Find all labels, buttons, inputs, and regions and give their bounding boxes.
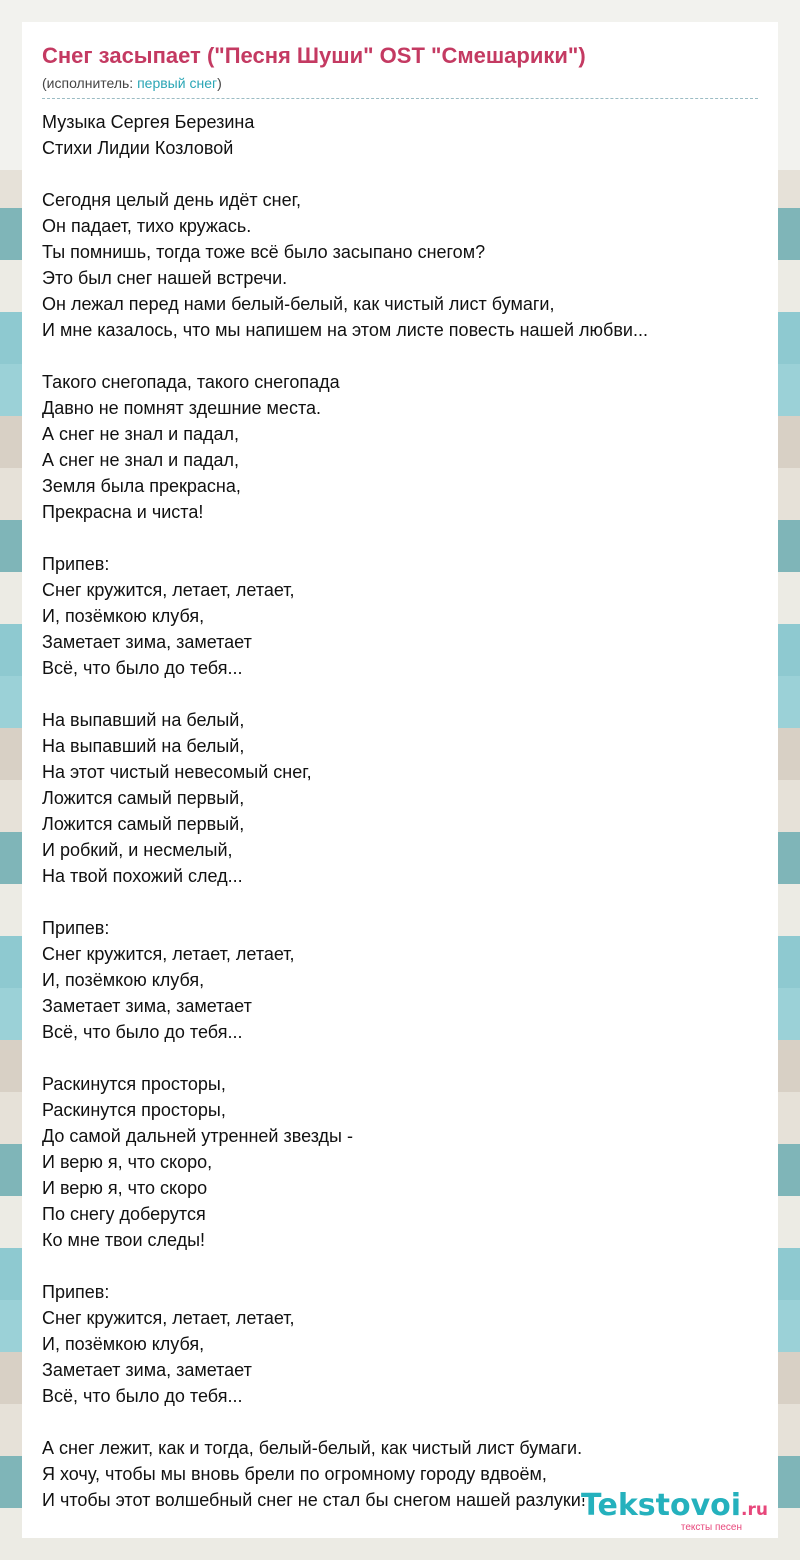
lyric-line: Ложится самый первый, — [42, 788, 245, 808]
lyric-line: И чтобы этот волшебный снег не стал бы снегом нашей разлуки! — [42, 1490, 586, 1510]
stanza-break — [42, 681, 758, 707]
open-paren: ( — [42, 75, 47, 91]
stanza-break — [42, 525, 758, 551]
stanza-break — [42, 1409, 758, 1435]
lyric-line: Заметает зима, заметает — [42, 996, 252, 1016]
lyric-line: На этот чистый невесомый снег, — [42, 762, 312, 782]
stanza-break — [42, 1253, 758, 1279]
lyric-line: Всё, что было до тебя... — [42, 1386, 243, 1406]
lyric-line: Снег кружится, летает, летает, — [42, 580, 295, 600]
artist-link[interactable]: первый снег — [137, 75, 218, 91]
lyric-line: А снег не знал и падал, — [42, 424, 240, 444]
stanza-break — [42, 889, 758, 915]
artist-line — [42, 74, 758, 99]
lyric-line: Я хочу, чтобы мы вновь брели по огромному городу вдвоём, — [42, 1464, 547, 1484]
lyric-line: Земля была прекрасна, — [42, 476, 241, 496]
close-paren: ) — [217, 75, 222, 91]
lyric-line: Он лежал перед нами белый-белый, как чистый лист бумаги, — [42, 294, 555, 314]
lyric-line: Заметает зима, заметает — [42, 1360, 252, 1380]
lyric-line: Стихи Лидии Козловой — [42, 138, 234, 158]
logo-tagline: тексты песен — [680, 1522, 742, 1533]
lyric-line: На твой похожий след... — [42, 866, 243, 886]
lyric-line: Музыка Сергея Березина — [42, 112, 255, 132]
lyric-line: Раскинутся просторы, — [42, 1100, 226, 1120]
lyric-line: Давно не помнят здешние места. — [42, 398, 321, 418]
lyric-line: И верю я, что скоро, — [42, 1152, 213, 1172]
stanza-break — [42, 1045, 758, 1071]
lyric-line: Он падает, тихо кружась. — [42, 216, 252, 236]
stanza-break — [42, 343, 758, 369]
lyric-line: На выпавший на белый, — [42, 736, 245, 756]
lyric-line: Всё, что было до тебя... — [42, 1022, 243, 1042]
lyric-line: Прекрасна и чиста! — [42, 502, 204, 522]
lyric-line: Припев: — [42, 918, 110, 938]
lyric-line: На выпавший на белый, — [42, 710, 245, 730]
lyric-line: По снегу доберутся — [42, 1204, 206, 1224]
logo-domain: .ru — [741, 1500, 768, 1520]
song-title: Снег засыпает ("Песня Шуши" OST "Смешарики") — [42, 43, 586, 68]
lyric-line: Такого снегопада, такого снегопада — [42, 372, 340, 392]
lyric-line: Раскинутся просторы, — [42, 1074, 226, 1094]
lyric-line: И, позёмкою клубя, — [42, 606, 205, 626]
lyric-line: И, позёмкою клубя, — [42, 970, 205, 990]
logo-text: Tekstovoi — [581, 1488, 742, 1523]
lyric-line: Снег кружится, летает, летает, — [42, 944, 295, 964]
lyric-line: Припев: — [42, 1282, 110, 1302]
artist-label: исполнитель: — [46, 75, 138, 91]
lyric-line: И мне казалось, что мы напишем на этом листе повесть нашей любви... — [42, 320, 648, 340]
lyric-line: И верю я, что скоро — [42, 1178, 208, 1198]
lyric-line: Всё, что было до тебя... — [42, 658, 243, 678]
stanza-break — [42, 161, 758, 187]
lyric-line: Ложится самый первый, — [42, 814, 245, 834]
lyric-line: А снег лежит, как и тогда, белый-белый, как чистый лист бумаги. — [42, 1438, 583, 1458]
lyric-line: Припев: — [42, 554, 110, 574]
lyric-line: А снег не знал и падал, — [42, 450, 240, 470]
lyric-line: Снег кружится, летает, летает, — [42, 1308, 295, 1328]
lyric-line: Сегодня целый день идёт снег, — [42, 190, 301, 210]
lyric-line: И робкий, и несмелый, — [42, 840, 233, 860]
lyric-line: Ко мне твои следы! — [42, 1230, 206, 1250]
lyrics-card — [22, 22, 778, 1538]
lyric-line: Ты помнишь, тогда тоже всё было засыпано снегом? — [42, 242, 486, 262]
lyric-line: Заметает зима, заметает — [42, 632, 252, 652]
lyric-line: И, позёмкою клубя, — [42, 1334, 205, 1354]
lyric-line: Это был снег нашей встречи. — [42, 268, 288, 288]
site-logo[interactable] — [581, 1490, 768, 1534]
lyrics-text — [42, 109, 758, 1513]
lyric-line: До самой дальней утренней звезды - — [42, 1126, 353, 1146]
